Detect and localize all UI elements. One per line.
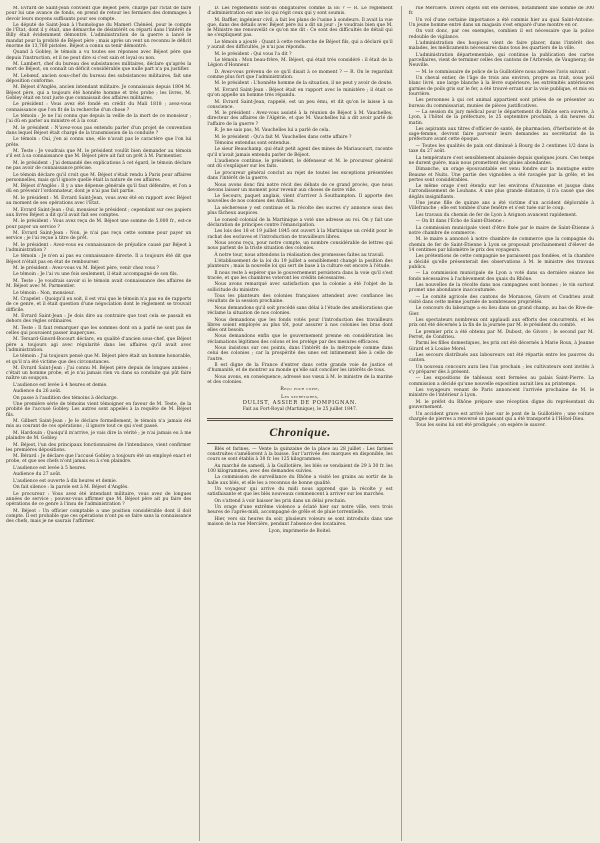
paragraph: M. le président : J'ai demandé des explications à cet égard, le témoin déclare ne pas avoir de connaissance précise. <box>6 160 192 172</box>
paragraph: Il nous reste à espérer que le gouvernement persistera dans la voie qu'il s'est tracée, et que les chambres voteront les crédits nécessaires. <box>207 270 393 281</box>
paragraph: M. Evrard Saint-Jean : J'ai connu M. Béjeot père depuis de longues années ; c'était un homme probe, et je n'ai jamais rien vu dans sa conduite qui pût faire naître un soupçon. <box>6 365 192 382</box>
paragraph: M. Béjeot, l'un des principaux fonctionnaires de l'intendance, vient confirmer les premières dépositions. <box>6 442 192 453</box>
paragraph: M. Teste : Il faut remarquer que les sommes dont on a parlé ne sont pas de celles qui pouvaient passer inaperçues. <box>6 325 192 336</box>
paragraph: La commission municipale vient d'être fixée par le maire de Saint-Étienne à notre chambre de commerce. <box>408 225 594 236</box>
signature-closing: Reçu pour copie, <box>280 387 320 393</box>
paragraph: Les personnes à qui cet animal appartient sont priées de se présenter au bureau du commissariat, munies de pièces justificatives. <box>408 98 594 109</box>
paragraph: On voit donc, par ces exemples, combien il est nécessaire que la police redouble de vigilance. <box>408 29 594 40</box>
paragraph: À notre tour, nous attendons la réalisation des promesses faites au travail. <box>214 252 385 258</box>
paragraph: On s'attend à voir baisser les prix dans un délai prochain. <box>214 498 347 504</box>
paragraph: M. Evrard Saint-Jean, rappelé, est un peu ému, et dit qu'on le laisse à sa conscience. <box>207 99 393 110</box>
paragraph: L'administration des hospices vient de faire placer, dans l'intérêt des malades, les médicaments nécessaires dans tous les quartiers de la ville. <box>408 41 594 52</box>
paragraph: L'administration départementale, qui continue la publication des cartes parcellaires, vient de terminer celles des cantons de l'Arbresle, de Vaugneray, de Neuville. <box>408 52 594 69</box>
paragraph: M. le préfet du Rhône prépare une réception digne du représentant du gouvernement. <box>408 399 594 411</box>
paragraph: Quand à Gobley, le témoin a vu toutes ses réponses avec Béjeot père que depuis l'instruction, et il ne peut dire si c'est sain et loyal ou non. <box>6 50 192 61</box>
paragraph: L'audience continue, le président, le défenseur et M. le procureur général ont dû s'expliquer sur les faits. <box>207 159 393 170</box>
paragraph: M. Lambert, chef du bureau des subsistances militaires, déclare qu'après la mort de Béjeot, on connaît un déficit considérable que nulle part n'a pu justifier. <box>6 62 192 73</box>
paragraph: — Le comité agricole des cantons de Morances, Givors et Condrieu avait visité dans cette même journée de nombreuses propriétés. <box>408 294 594 305</box>
paragraph: L'audience est ouverte à dix heures et demie. <box>13 478 118 484</box>
paragraph: Un voyageur qui arrive du midi nous apprend que la récolte y est satisfaisante et que les blés nouveaux commencent à arriver sur les marchés. <box>207 486 393 498</box>
paragraph: Dimanche, un orage épouvantable est venu fondre sur la montagne entre Beaune et Nuits. Une partie des vignobles a été ravagée par la grêle, et les pertes sont considérables. <box>408 167 594 183</box>
paragraph: Nous avons donc fini notre récit des débats de ce grand procès, que nous devons laisser un moment pour revenir aux choses de notre ville. <box>207 182 393 193</box>
paragraph: Le premier prix a été obtenu par M. Dubost, de Givors ; le second par M. Perret, de Condrieu. <box>408 329 594 340</box>
paragraph: Tous les planteurs des colonies françaises attendent avec confiance les résultats de la session prochaine. <box>207 294 393 305</box>
paragraph: Parmi les filles domestiques, les prix ont été décernés à Marie Roux, à Jeanne Girard et à Louise Morel. <box>408 341 594 352</box>
paragraph: Le témoin déclare qu'il croit que M. Béjeot s'était rendu à Paris pour affaires personnelles, mais qu'il ignore quelle était la nature de ces affaires. <box>6 172 192 183</box>
paragraph: Nous avons reçu, pour notre compte, un nombre considérable de lettres qui nous parlent de la triste situation des colonies. <box>207 240 393 252</box>
paragraph: Le témoin : Non, monsieur. <box>13 290 75 296</box>
printer-line: Lyon, imprimerie de Boitel. <box>268 529 332 535</box>
paragraph: M. Gilbert Saint-Jean : Je le déclare formellement, le témoin n'a jamais été mis au courant de ces opérations ; il ignore tout ce qui s'est passé. <box>6 419 192 430</box>
paragraph: Audience du 26 août. <box>13 389 62 395</box>
paragraph: Les nouvelles de la récolte dans nos campagnes sont bonnes ; le vin surtout promet une abondance inaccoutumée. <box>408 282 594 294</box>
paragraph: — Les expositions de tableaux sont fermées au palais Saint-Pierre. La commission a décidé qu'une nouvelle exposition aurait lieu au printemps. <box>408 376 594 387</box>
paragraph: rue Mercière. Divers objets ont été dérobés, notamment une somme de 300 fr. <box>408 6 594 17</box>
paragraph: Témoins entendus sont entendus. <box>214 141 291 146</box>
paragraph: Nous demandons enfin que le gouvernement prenne en considération les réclamations légitimes des colons et les protège par des mesures efficaces. <box>207 334 393 345</box>
paragraph: M. le président : L'honnête homme de la situation, il ne peut y avoir de doute. <box>214 81 393 87</box>
paragraph: Le concours du labourage a eu lieu dans un grand champ, au bas de Rive-de-Gier. <box>408 306 594 317</box>
paragraph: Un vol d'une certaine importance a été commis hier au quai Saint-Antoine. Un jeune homme entré dans un magasin s'est emparé d'une montre en or. <box>408 17 594 28</box>
paragraph: L'établissement de la loi du 19 juillet a sensiblement changé la position des planteurs ; mais la nouvelle loi qui sert de base à la culture est encore à l'étude. <box>207 259 393 270</box>
paragraph: Le procureur : Vous avez été intendant militaire, vous avez de longues années de service ; pouvez-vous affirmer que M. Béjeot père ait pu faire des opérations de ce genre à l'insu de l'administration ? <box>6 491 192 508</box>
paragraph: M. le président : Vous avez reçu de M. Béjeot une somme de 5,000 fr., est-ce pour payer un service ? <box>6 219 192 230</box>
columns <box>6 6 594 841</box>
paragraph: M. Hardouin : Quoiqu'il m'arrive, je vais dire la vérité ; je n'ai jamais eu à me plaindre de M. Gobley. <box>6 430 192 442</box>
paragraph: Un cheval entier, de l'âge de trois ans environ, propre au trait, sous poil blanc livré, une large blanche à la lèvre supérieure, les extrémités antérieures garnies de poils gris sur le fer, a été trouvé errant sur la voie publique, et mis en fourrière. <box>408 76 594 97</box>
paragraph: Le témoin a ajouté : Quant à cette recherche de Béjeot fils, qui a déclaré qu'il y aurait des difficultés, je n'ai pas répondu. <box>207 39 393 51</box>
paragraph: M. le président : Avez-vous assisté à la réunion de Béjeot à M. Vauchelles, directeur des affaires de l'Algérie, et que M. Vauchelles lui a dit avoir parlé de l'affaire de la guerre ? <box>207 111 393 127</box>
paragraph: M. le président : Qu'a fait M. Vauchelles dans cette affaire ? <box>214 134 352 140</box>
paragraph: L'audience est levée à 5 heures. <box>13 465 87 471</box>
paragraph: Le sieur Beauchamp, qui était petit agent des mines de Mariaucourt, raconte qu'il n'avait jamais entendu parler de Béjeot. <box>207 147 393 158</box>
paragraph: Nous insistons sur ces points, dans l'intérêt de la métropole comme dans celui des colonies ; car la prospérité des unes est intimement liée à celle de l'autre. <box>207 346 393 362</box>
paragraph: Le président : Vous avez été fondé en crédit du Mali 1818 ; avez-vous connaissance que l'on fit de la recherche d'un chose ? <box>6 102 192 113</box>
paragraph: Les secours distribués aux laboureurs ont été répartis entre les pauvres du canton. <box>408 353 594 364</box>
paragraph: Audience du 27 août. <box>13 472 62 478</box>
paragraph: Le témoin : Oui, j'en ai connu une, elle n'avait pas le caractère que l'on lui prête. <box>6 137 192 148</box>
paragraph: Au marché de samedi, à la Guillotière, les blés se vendaient de 29 à 30 fr. les 100 kilogrammes, avec des demandes suivies. <box>207 463 393 474</box>
paragraph: Le témoin : Mon beau-frère, M. Béjeot, qui était très considéré : il était de la Légion d'Honneur. <box>207 58 393 69</box>
paragraph: — La session du jury médical pour le département du Rhône sera ouverte, à Lyon, à l'hôtel de la préfecture, le 25 septembre prochain, à dix heures du matin. <box>408 110 594 126</box>
paragraph: On passe à l'audition des témoins à décharge. <box>13 395 118 401</box>
paragraph: — M. le commissaire de police de la Guillotière nous adresse l'avis suivant : <box>415 69 589 75</box>
paragraph: Blés et farines. — Vente la quinzaine de la place au 28 juillet : Les farines construites s'améliorent à la baisse. Sur l'arrivée des marques en disponible, les cours se sont établis à 38 fr. les 125 kilogrammes. <box>207 446 393 463</box>
paragraph: M. Tersard-Ginord-Bocourt déclare, en qualité d'ancien sous-chef, que Béjeot père a toujours agi avec régularité dans les affaires qu'il avait avec l'administration. <box>6 337 192 353</box>
paragraph: Un nouveau concours aura lieu l'an prochain ; les cultivateurs sont invités à s'y préparer dès à présent. <box>408 364 594 375</box>
paragraph: Les aspirants aux titres d'officier de santé, de pharmacien, d'herboriste et de sage-femme, devront faire parvenir leurs demandes au secrétariat de la préfecture avant cette époque. <box>408 126 594 143</box>
paragraph: La sécheresse y est continue et la récolte des sucres s'y annonce sous des plus fâcheux auspices. <box>207 205 393 217</box>
paragraph: Les travaux du chemin de fer de Lyon à Avignon avancent rapidement. <box>415 212 578 218</box>
paragraph: Nous avons, en conséquence, adressé nos vœux à M. le ministre de la marine et des colonies. <box>207 374 393 385</box>
signature-place-date: Fait au Fort-Royal (Martinique), le 25 juillet 1847. <box>242 407 358 413</box>
paragraph: Le député de Saint-Jean à l'homologue du Mameri Chénéel, pour le compte de l'État, dont il y était, une démarche de désintérêt ou réparti dans l'intérêt de Billy était évidemment démontré. L'administration de la guerre a lancé le mandat pour la probité de Béjeot père ; mais après un vent un reconnu le déficit énorme de 13,760 pistoles. Béjeot a connu sa tenir démontré. <box>6 22 192 49</box>
paragraph: M. Baffler, ingénieur civil, a fait les plans de l'usine à sondeurs. Il avait la vue que, dans des détails avec Béjeot père lui a dit un jour : Je voudrais bien que M. le Ministre me renouvelât ce qu'on me dit : Ce sont des difficultés de détail qui ne s'expliquent pas. <box>207 17 393 39</box>
paragraph: D. Avez-vous prévenu de ce qu'il disait à ce moment ? — R. On le regardait comme plus fort que l'administration. <box>207 69 393 80</box>
paragraph: Le même orage s'est étendu sur les environs d'Auxonne et jusque dans l'arrondissement de Louhans. À une plus grande distance, il n'a causé que des dégâts insignifiants. <box>408 184 594 200</box>
paragraph: Le témoin : Je l'ai vu une fois seulement, il était accompagné de son fils. <box>13 272 178 278</box>
paragraph: Le témoin : Je ne l'ai connu que depuis la veille de la mort de ce monsieur ; j'ai dû en parler au ministre et à la cour. <box>6 114 192 125</box>
paragraph: — La commission municipale de Lyon a voté dans sa dernière séance les fonds nécessaires à l'achèvement des quais du Rhône. <box>408 271 594 282</box>
chronique-body <box>207 447 392 528</box>
paragraph: Hier, vers six heures du soir, plusieurs voleurs se sont introduits dans une maison de la rue Mercière, pendant l'absence des locataires. <box>207 516 393 527</box>
paragraph: — Toutes les qualités de pain ont diminué à Bourg de 2 centimes 1/2 dans la taxe du 27 août. <box>408 143 594 155</box>
paragraph: Tous les soins lui ont été prodigués ; on espère le sauver. <box>415 423 546 429</box>
section-divider <box>207 418 392 421</box>
paragraph: On fait silence : la parole est à M. Béjeot d'Anglès. <box>13 485 129 491</box>
paragraph: Une jeune fille de quinze ans a été victime d'un accident déplorable à Villefranche ; elle est tombée d'une fenêtre et s'est tuée sur le coup. <box>408 201 594 212</box>
paragraph: M. Béjeot d'Anglès, ancien intendant militaire. Je connaissais depuis 1804 M. Béjeot père, qui a toujours été honnête homme et très probe ; les livres, M. Gobley était en tout juste que connaissait des affaires militaires. <box>6 85 192 101</box>
section-title-rule <box>207 443 392 444</box>
section-title-chronique: Chronique. <box>269 424 331 439</box>
paragraph: M. Evrard Saint-Jean : Béjeot était en rapport avec le ministère ; il était ce qu'on appelle un homme très répandu. <box>207 87 393 99</box>
paragraph: M. Béjeot : Un officier comptable a une position considérable dont il doit compte. Il est probable que ces opérations n'ont pu se faire sans la connaissance des chefs, mais je ne saurais l'affirmer. <box>6 508 192 525</box>
paragraph: M. Teste : Je voudrais savoir si le témoin avait connaissance des affaires de M. Béjeot avec M. Parmentier. <box>6 278 192 290</box>
paragraph: Les prétentions de cette compagnie ne paraissent pas fondées, et la chambre a décidé qu'elle présenterait des observations à M. le ministre des travaux publics. <box>408 254 594 270</box>
paragraph: M. le président : Avez-vous eu connaissance de préjudice causé par Béjeot à l'administration ? <box>6 242 192 253</box>
paragraph: Nous demandons qu'il soit procédé sans délai à l'étude des améliorations que réclame la situation de nos colonies. <box>207 305 393 317</box>
paragraph: R. Je ne sais pas, M. Vauchelles lui a parlé de cela. <box>214 128 330 134</box>
paragraph: Nous demandons que les fonds votés pour l'introduction des travailleurs libres soient employés au plus tôt, pour assurer à nos colonies les bras dont elles ont besoin. <box>207 317 393 333</box>
signature-names: DULIST, ASSIER DE POMPIGNAN. <box>242 399 358 406</box>
paragraph: — On lit dans l'Écho de Saint-Étienne : <box>415 219 505 225</box>
paragraph: M. le président : M. Evrard Saint-Jean, vous avez été en rapport avec Béjeot au moment de ses opérations avec l'État. <box>6 195 192 207</box>
paragraph: M. Lebœuf, ancien sous-chef du bureau des subsistances militaires, fait une déposition conforme. <box>6 73 192 84</box>
paragraph: Le conseil colonial de la Martinique a voté une adresse au roi. On y fait une déclaration de principes contre l'émancipation. <box>207 217 393 228</box>
middle-column <box>199 6 392 841</box>
paragraph: Les lois des 18 et 19 juillet 1845 ont ouvert à la Martinique un crédit pour le rachat des esclaves et l'introduction de travailleurs libres. <box>207 229 393 240</box>
paragraph: M. Bérard : Je déclare que l'accusé Gobley a toujours été un employé exact et probe, et que ses chefs n'ont jamais eu à s'en plaindre. <box>6 454 192 465</box>
paragraph: Le témoin : Je n'en ai pas eu connaissance directe. Il a toujours été dit que Béjeot n'était pas en état de rembourser. <box>6 254 192 265</box>
paragraph: M. Teste : Je voudrais que M. le président voulût bien demander au témoin s'il est à sa connaissance que M. Béjeot père ait fait un prêt à M. Parmentier. <box>6 149 192 160</box>
paragraph: Il est digne de la France d'entrer dans cette grande voie de justice et d'humanité, et de montrer au monde qu'elle sait concilier les intérêts de tous. <box>207 363 393 374</box>
paragraph: M. le président : N'avez-vous pas entendu parler d'un projet de convention dans lequel Béjeot était chargé de la transmission de la conduite ? <box>6 125 192 136</box>
paragraph: M. Evrard de Saint-Jean convient que Béjeot père, chargé par l'État de faire pour lui une avance de fonds, en prend de retour les fermiers des dommages à devoir leurs moyens suffisants pour ses compte. <box>6 6 192 22</box>
paragraph: M. le président : Qui vous l'a dit ? <box>214 51 292 57</box>
paragraph: M. Evrard Saint-Jean : Non, je n'ai pas reçu cette somme pour payer un service ; je l'ai reçue à titre de prêt. <box>6 230 192 242</box>
paragraph: Le procureur général conclut au rejet de toutes les exceptions présentées dans l'intérêt de la guerre. <box>207 170 393 182</box>
paragraph: M. Evrard Saint-Jean : Oui, monsieur le président ; cependant sur ces papiers aux livres Béjeot a dit qu'il avait fait ses comptes. <box>6 207 192 218</box>
paragraph: Un accident grave est arrivé hier sur le pont de la Guillotière ; une voiture chargée de pierres a renversé un passant qui a été transporté à l'Hôtel-Dieu. <box>408 411 594 422</box>
left-column <box>6 6 191 841</box>
paragraph: M. le maire a annoncé à notre chambre de commerce que la compagnie du chemin de fer de Saint-Étienne à Lyon se proposait prochainement d'élever de 14 centimes par kilomètre le prix des voyageurs. <box>408 237 594 253</box>
paragraph: Un orage d'une extrême violence a éclaté hier sur notre ville, vers trois heures de l'après-midi, accompagné de grêle et de pluie torrentielle. <box>207 505 393 516</box>
paragraph: Le témoin : J'ai toujours pensé que M. Béjeot père était un homme honorable, et qu'il n'a été victime que des circonstances. <box>6 354 192 365</box>
paragraph: La température s'est sensiblement abaissée depuis quelques jours. Ces temps ne durent guère, mais nous promettent des pluies abondantes. <box>408 155 594 166</box>
paragraph: M. Crapelet : Quoiqu'il en soit, il est vrai que le témoin n'a pas eu de rapports de ce genre, et il était question d'une négociation dont le règlement se trouvait difficile. <box>6 297 192 313</box>
paragraph: M. Evrard Saint-Jean : Je dois dire au contraire que tout cela se passait en dehors des règles ordinaires. <box>6 313 192 325</box>
paragraph: M. le président : Avez-vous vu M. Béjeot père, venir chez vous ? <box>13 266 159 271</box>
paragraph: D. Les règlements sont-ils obligatoires comme la loi ? — R. Le règlement d'administration est une loi qui régit ceux qui y sont soumis. <box>207 6 393 17</box>
paragraph: L'audience est levée à 4 heures et demie. <box>13 382 108 388</box>
paragraph: M. Béjeot d'Anglès : Il y a une dépense générale qu'il faut défendre, et l'on a dû en prévenir l'ordonnateur, dont je n'ai pas fait partie. <box>6 184 192 195</box>
paragraph: La commission de surveillance du Rhône a visité les grains au sortir de la halle aux blés, et elle les a reconnus de bonne qualité. <box>207 475 393 486</box>
paragraph: Une première série de témoins vient témoigner en faveur de M. Teste, de la probité de l'accusé Gobley. Les autres sont appelés à la requête de M. Béjeot fils. <box>6 402 192 418</box>
paragraph: Les spectateurs nombreux ont applaudi aux efforts des concurrents, et les prix ont été décernés à la fin de la journée par M. le président du comité. <box>408 318 594 329</box>
paragraph: Le Secours, paquet anglais, vient d'arriver à Southampton. Il apporte des nouvelles de nos colonies des Antilles. <box>207 194 393 205</box>
middle-column-body <box>207 6 392 385</box>
right-column <box>401 6 594 841</box>
signature-subtitle: Les secrétaires, <box>281 394 319 400</box>
paragraph: Les voyageurs venant de Paris annoncent l'arrivée prochaine de M. le ministre de l'intérieur à Lyon. <box>408 388 594 399</box>
paragraph: Nous avons remarqué avec satisfaction que la colonie a été l'objet de la sollicitude du ministre. <box>207 282 393 293</box>
